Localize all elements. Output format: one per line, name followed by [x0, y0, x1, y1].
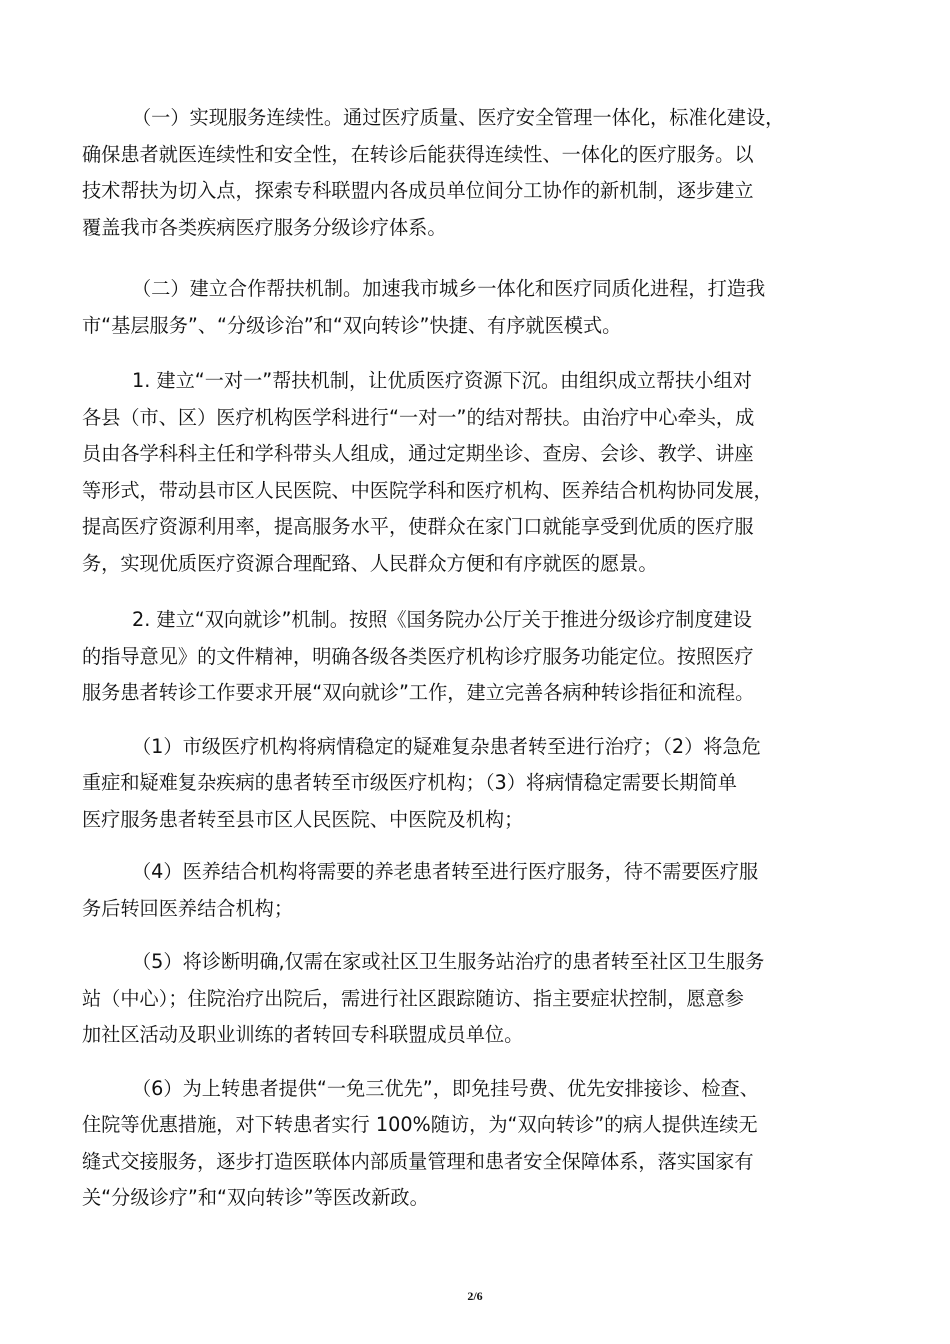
paragraph-item-6: [82, 1071, 882, 1217]
text-line: 加社区活动及职业训练的者转回专科联盟成员单位。: [82, 1023, 524, 1046]
text-line: 2. 建立“双向就诊”机制。按照《国务院办公厅关于推进分级诊疗制度建设: [132, 608, 752, 631]
page-number: 2/6: [467, 1289, 483, 1303]
text-line: 关“分级诊疗”和“双向转诊”等医改新政。: [82, 1186, 429, 1209]
text-line: （1）市级医疗机构将病情稳定的疑难复杂患者转至进行治疗；（2）将急危: [132, 734, 761, 758]
text-line: 重症和疑难复杂疾病的患者转至市级医疗机构；（3）将病情稳定需要长期简单: [82, 771, 737, 794]
paragraph-item-4: [82, 854, 882, 927]
paragraph-service-continuity: [82, 100, 882, 246]
text-line: 确保患者就医连续性和安全性，在转诊后能获得连续性、一体化的医疗服务。以: [82, 142, 754, 166]
text-line: 服务患者转诊工作要求开展“双向就诊”工作，建立完善各病种转诊指征和流程。: [82, 681, 755, 704]
text-line: 缝式交接服务，逐步打造医联体内部质量管理和患者安全保障体系，落实国家有: [82, 1149, 754, 1173]
text-line: 住院等优惠措施，对下转患者实行 100%随访，为“双向转诊”的病人提供连续无: [82, 1113, 758, 1136]
text-line: 务后转回医养结合机构；: [82, 896, 294, 920]
text-line: 技术帮扶为切入点，探索专科联盟内各成员单位间分工协作的新机制，逐步建立: [82, 179, 754, 202]
paragraph-two-way-referral-mechanism: [82, 602, 882, 712]
text-line: （4）医养结合机构将需要的养老患者转至进行医疗服务，待不需要医疗服: [132, 860, 759, 883]
paragraph-item-5: [82, 944, 882, 1054]
text-line: （6）为上转患者提供“一免三优先”，即免挂号费、优先安排接诊、检查、: [132, 1076, 759, 1100]
text-line: （一）实现服务连续性。通过医疗质量、医疗安全管理一体化，标准化建设，: [132, 106, 785, 129]
text-line: 覆盖我市各类疾病医疗服务分级诊疗体系。: [82, 215, 447, 239]
text-line: （二）建立合作帮扶机制。加速我市城乡一体化和医疗同质化进程，打造我: [132, 277, 766, 300]
paragraph-items-1-3: [82, 729, 882, 839]
document-body: [82, 100, 882, 1237]
text-line: 等形式，带动县市区人民医院、中医院学科和医疗机构、医养结合机构协同发展，: [82, 478, 773, 502]
paragraph-one-to-one-mechanism: [82, 363, 882, 582]
text-line: 站（中心）；住院治疗出院后，需进行社区跟踪随访、指主要症状控制，愿意参: [82, 986, 744, 1010]
text-line: 提高医疗资源利用率，提高服务水平，使群众在家门口就能享受到优质的医疗服: [82, 515, 754, 538]
text-line: 医疗服务患者转至县市区人民医院、中医院及机构；: [82, 807, 524, 831]
text-line: （5）将诊断明确,仅需在家或社区卫生服务站治疗的患者转至社区卫生服务: [132, 950, 765, 973]
text-line: 1. 建立“一对一”帮扶机制，让优质医疗资源下沉。由组织成立帮扶小组对: [132, 369, 752, 392]
paragraph-cooperation-mechanism: [82, 271, 882, 344]
text-line: 员由各学科科主任和学科带头人组成，通过定期坐诊、查房、会诊、教学、讲座: [82, 442, 754, 465]
text-line: 市“基层服务”、“分级诊治”和“双向转诊”快捷、有序就医模式。: [82, 313, 622, 337]
text-line: 务，实现优质医疗资源合理配臵、人民群众方便和有序就医的愿景。: [82, 551, 658, 575]
text-line: 的指导意见》的文件精神，明确各级各类医疗机构诊疗服务功能定位。按照医疗: [82, 644, 754, 668]
text-line: 各县（市、区）医疗机构医学科进行“一对一”的结对帮扶。由治疗中心牵头，成: [82, 405, 755, 429]
